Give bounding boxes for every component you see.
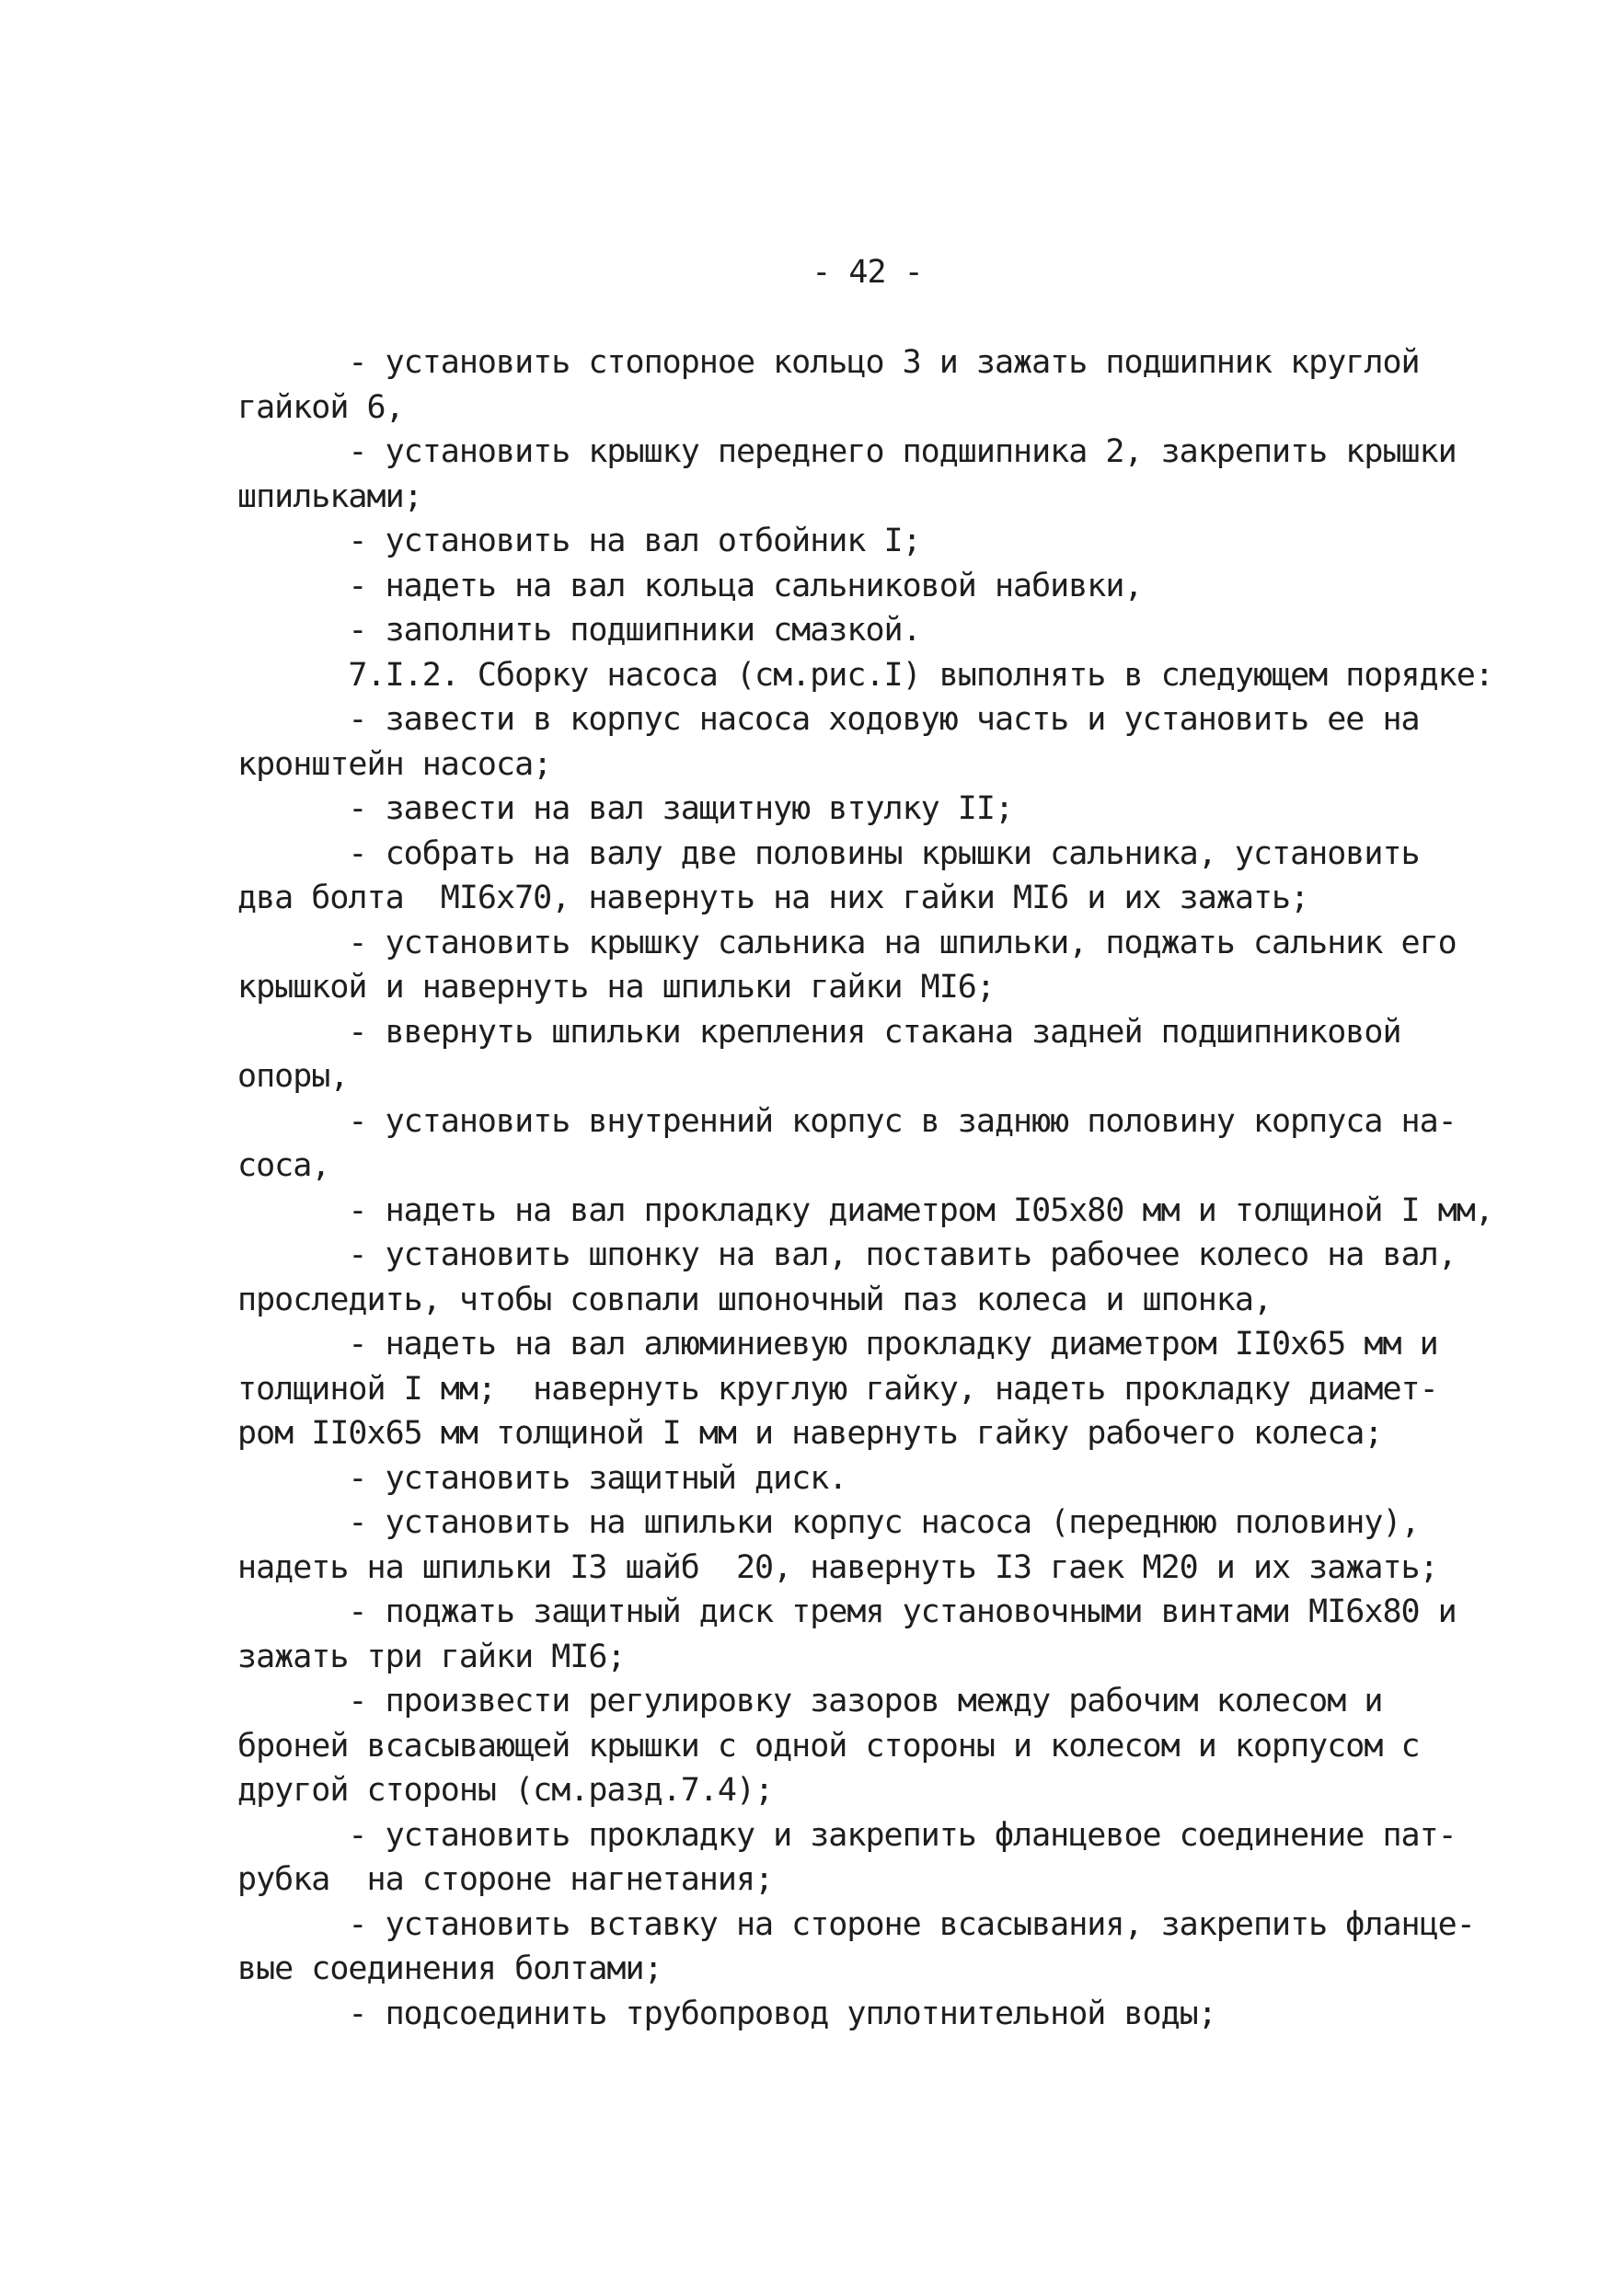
- text-line: зажать три гайки МI6;: [237, 1638, 626, 1675]
- text-line: - установить внутренний корпус в заднюю половину корпуса на-: [237, 1102, 1457, 1140]
- text-line: кронштейн насоса;: [237, 745, 552, 783]
- text-line: - установить шпонку на вал, поставить рабочее колесо на вал,: [237, 1236, 1457, 1273]
- text-line: - надеть на вал прокладку диаметром I05х80 мм и толщиной I мм,: [237, 1191, 1493, 1229]
- text-line: - завести на вал защитную втулку II;: [237, 790, 1014, 827]
- text-line: - надеть на вал кольца сальниковой набивки,: [237, 567, 1143, 604]
- text-line: гайкой 6,: [237, 388, 404, 426]
- text-line: проследить, чтобы совпали шпоночный паз колеса и шпонка,: [237, 1281, 1273, 1318]
- text-line: крышкой и навернуть на шпильки гайки МI6;: [237, 969, 995, 1006]
- text-line: - установить вставку на стороне всасывания, закрепить фланце-: [237, 1905, 1475, 1943]
- text-line: - установить крышку переднего подшипника 2, закрепить крышки: [237, 433, 1457, 470]
- text-line: - заполнить подшипники смазкой.: [237, 612, 921, 649]
- text-line: опоры,: [237, 1058, 349, 1095]
- text-line: 7.I.2. Сборку насоса (см.рис.I) выполнять в следующем порядке:: [237, 656, 1493, 694]
- text-line: - установить на шпильки корпус насоса (переднюю половину),: [237, 1504, 1420, 1541]
- text-line: - установить прокладку и закрепить фланцевое соединение пат-: [237, 1816, 1457, 1854]
- text-line: - установить крышку сальника на шпильки, поджать сальник его: [237, 924, 1457, 961]
- text-line: - подсоединить трубопровод уплотнительной воды;: [237, 1995, 1216, 2032]
- text-line: - установить на вал отбойник I;: [237, 523, 921, 559]
- text-line: соса,: [237, 1147, 330, 1184]
- text-line: толщиной I мм; навернуть круглую гайку, надеть прокладку диамет-: [237, 1370, 1438, 1408]
- text-line: вые соединения болтами;: [237, 1950, 662, 1987]
- text-line: ром II0х65 мм толщиной I мм и навернуть гайку рабочего колеса;: [237, 1415, 1383, 1452]
- page-number: - 42 -: [812, 254, 923, 291]
- text-line: - собрать на валу две половины крышки сальника, установить: [237, 834, 1420, 872]
- text-line: - надеть на вал алюминиевую прокладку диаметром II0х65 мм и: [237, 1326, 1438, 1363]
- text-line: - поджать защитный диск тремя установочными винтами МI6х80 и: [237, 1593, 1457, 1630]
- text-line: шпильками;: [237, 477, 422, 515]
- text-line: - установить защитный диск.: [237, 1459, 847, 1497]
- text-line: - произвести регулировку зазоров между рабочим колесом и: [237, 1683, 1383, 1719]
- text-line: рубка на стороне нагнетания;: [237, 1861, 774, 1898]
- body-text: [237, 340, 1493, 2036]
- text-line: - завести в корпус насоса ходовую часть и установить ее на: [237, 701, 1420, 738]
- text-line: броней всасывающей крышки с одной стороны и колесом и корпусом с: [237, 1727, 1420, 1765]
- text-line: другой стороны (см.разд.7.4);: [237, 1772, 774, 1809]
- text-line: надеть на шпильки I3 шайб 20, навернуть I3 гаек М20 и их зажать;: [237, 1548, 1438, 1586]
- text-line: два болта МI6х70, навернуть на них гайки МI6 и их зажать;: [237, 880, 1309, 916]
- text-line: - установить стопорное кольцо 3 и зажать подшипник круглой: [237, 344, 1420, 381]
- text-line: - ввернуть шпильки крепления стакана задней подшипниковой: [237, 1013, 1401, 1051]
